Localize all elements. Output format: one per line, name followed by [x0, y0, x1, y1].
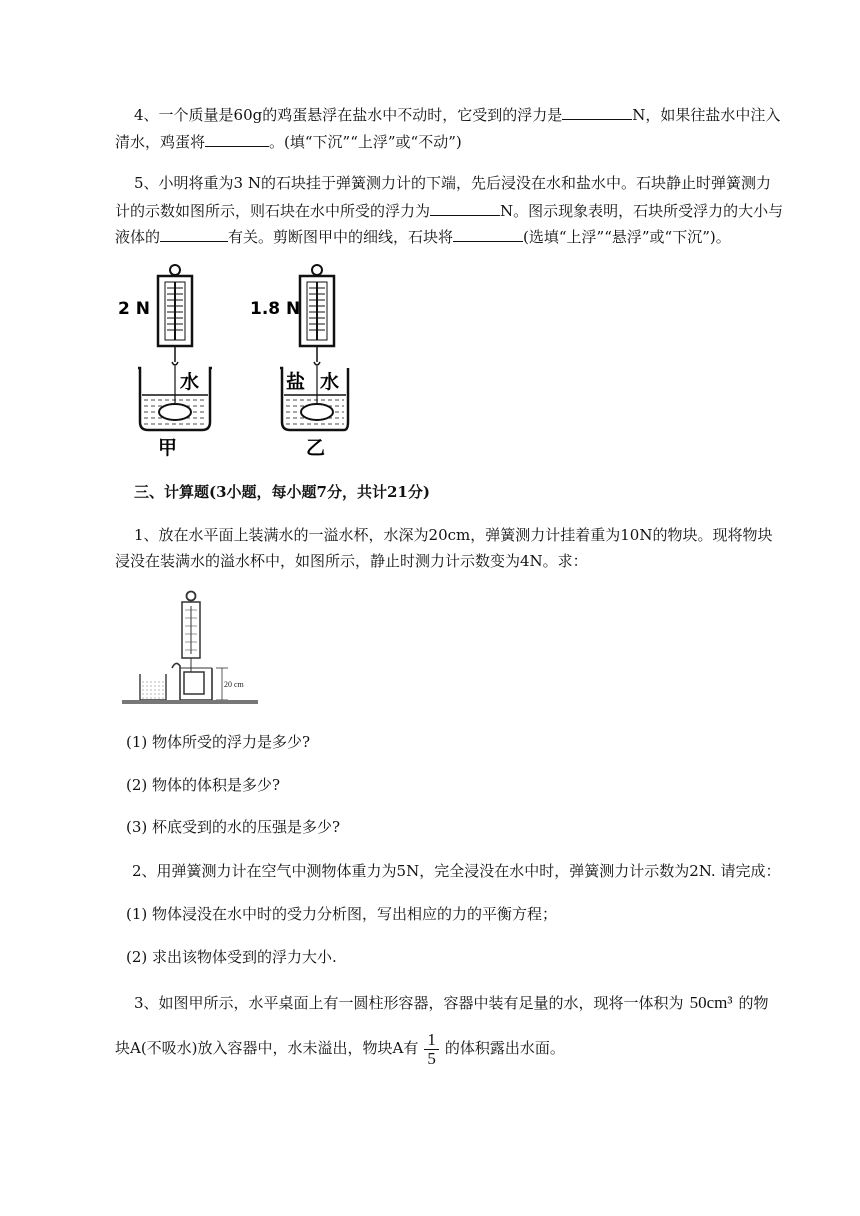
q5-line-2: [115, 200, 783, 221]
right-liquid-label-2: 水: [320, 371, 340, 393]
calc3-volume: 50cm³: [689, 993, 733, 1012]
calc2-sub-2: (2) 求出该物体受到的浮力大小.: [126, 948, 337, 966]
q4-line-2: [115, 131, 462, 152]
q4-blank-1[interactable]: [562, 104, 632, 120]
calc3-text-c: 块A(不吸水)放入容器中，水未溢出，物块A有: [115, 1039, 419, 1057]
calc1-line-1: 1、放在水平面上装满水的一溢水杯，水深为20cm，弹簧测力计挂着重为10N的物块。现将物块: [134, 526, 773, 544]
calc2-sub-1: (1) 物体浸没在水中时的受力分析图，写出相应的力的平衡方程；: [126, 905, 558, 923]
depth-label: 20 cm: [224, 680, 244, 689]
q5-text-e: (选填“上浮”“悬浮”或“下沉”)。: [523, 228, 731, 246]
left-caption: 甲: [158, 437, 178, 459]
spring-scale-left: [158, 265, 192, 365]
calc2-line-1: 2、用弹簧测力计在空气中测物体重力为5N，完全浸没在水中时，弹簧测力计示数为2N. 请完成：: [132, 862, 781, 880]
q5-blank-2[interactable]: [160, 226, 228, 242]
q4-text-b: N，如果往盐水中注入: [632, 106, 781, 124]
calc1-sub-1: (1) 物体所受的浮力是多少?: [126, 733, 311, 751]
left-reading-label: 2 N: [118, 299, 150, 319]
overflow-cup: [172, 663, 212, 700]
calc1-figure: [120, 588, 260, 708]
q5-blank-1[interactable]: [430, 200, 500, 216]
q4-text-a: 4、一个质量是60g的鸡蛋悬浮在盐水中不动时，它受到的浮力是: [134, 106, 563, 124]
right-liquid-label-1: 盐: [286, 371, 306, 393]
left-liquid-label: 水: [180, 371, 200, 393]
q4-blank-2[interactable]: [205, 131, 269, 147]
q5-text-a: 计的示数如图所示，则石块在水中所受的浮力为: [115, 202, 431, 220]
calc3-line-2: [115, 1028, 565, 1068]
q5-text-b: N。图示现象表明，石块所受浮力的大小与: [500, 202, 784, 220]
calc3-text-a: 3、如图甲所示，水平桌面上有一圆柱形容器，容器中装有足量的水，现将一体积为: [134, 994, 684, 1012]
q5-line-1: 5、小明将重为3 N的石块挂于弹簧测力计的下端，先后浸没在水和盐水中。石块静止时弹簧测力: [134, 174, 771, 192]
q5-figure: [110, 262, 350, 462]
q5-blank-3[interactable]: [453, 226, 523, 242]
q4-text-d: 。(填“下沉”“上浮”或“不动”): [269, 133, 462, 151]
calc3-line-1: [134, 993, 768, 1013]
beaker-left: [138, 366, 212, 430]
spring-scale: [182, 592, 200, 673]
q4-line-1: [134, 104, 780, 125]
fraction-denominator: 5: [427, 1048, 436, 1068]
q5-text-d: 有关。剪断图甲中的细线，石块将: [228, 228, 454, 246]
q5-line-3: [115, 226, 731, 247]
right-caption: 乙: [306, 437, 326, 459]
calc3-text-d: 的体积露出水面。: [444, 1039, 565, 1057]
calc3-fraction: [424, 1031, 439, 1068]
calc1-sub-3: (3) 杯底受到的水的压强是多少?: [126, 818, 341, 836]
calc1-sub-2: (2) 物体的体积是多少?: [126, 776, 281, 794]
section-3-title: 三、计算题(3小题，每小题7分，共计21分): [134, 483, 430, 501]
spring-scale-right: [300, 265, 334, 365]
calc3-text-b: 的物: [738, 994, 769, 1012]
beaker-small: [140, 674, 166, 700]
q4-text-c: 清水，鸡蛋将: [115, 133, 206, 151]
right-reading-label: 1.8 N: [250, 299, 301, 319]
calc1-line-2: 浸没在装满水的溢水杯中，如图所示，静止时测力计示数变为4N。求：: [115, 552, 588, 570]
table-surface: [122, 700, 258, 704]
fraction-numerator: 1: [424, 1031, 439, 1050]
q5-text-c: 液体的: [115, 228, 161, 246]
